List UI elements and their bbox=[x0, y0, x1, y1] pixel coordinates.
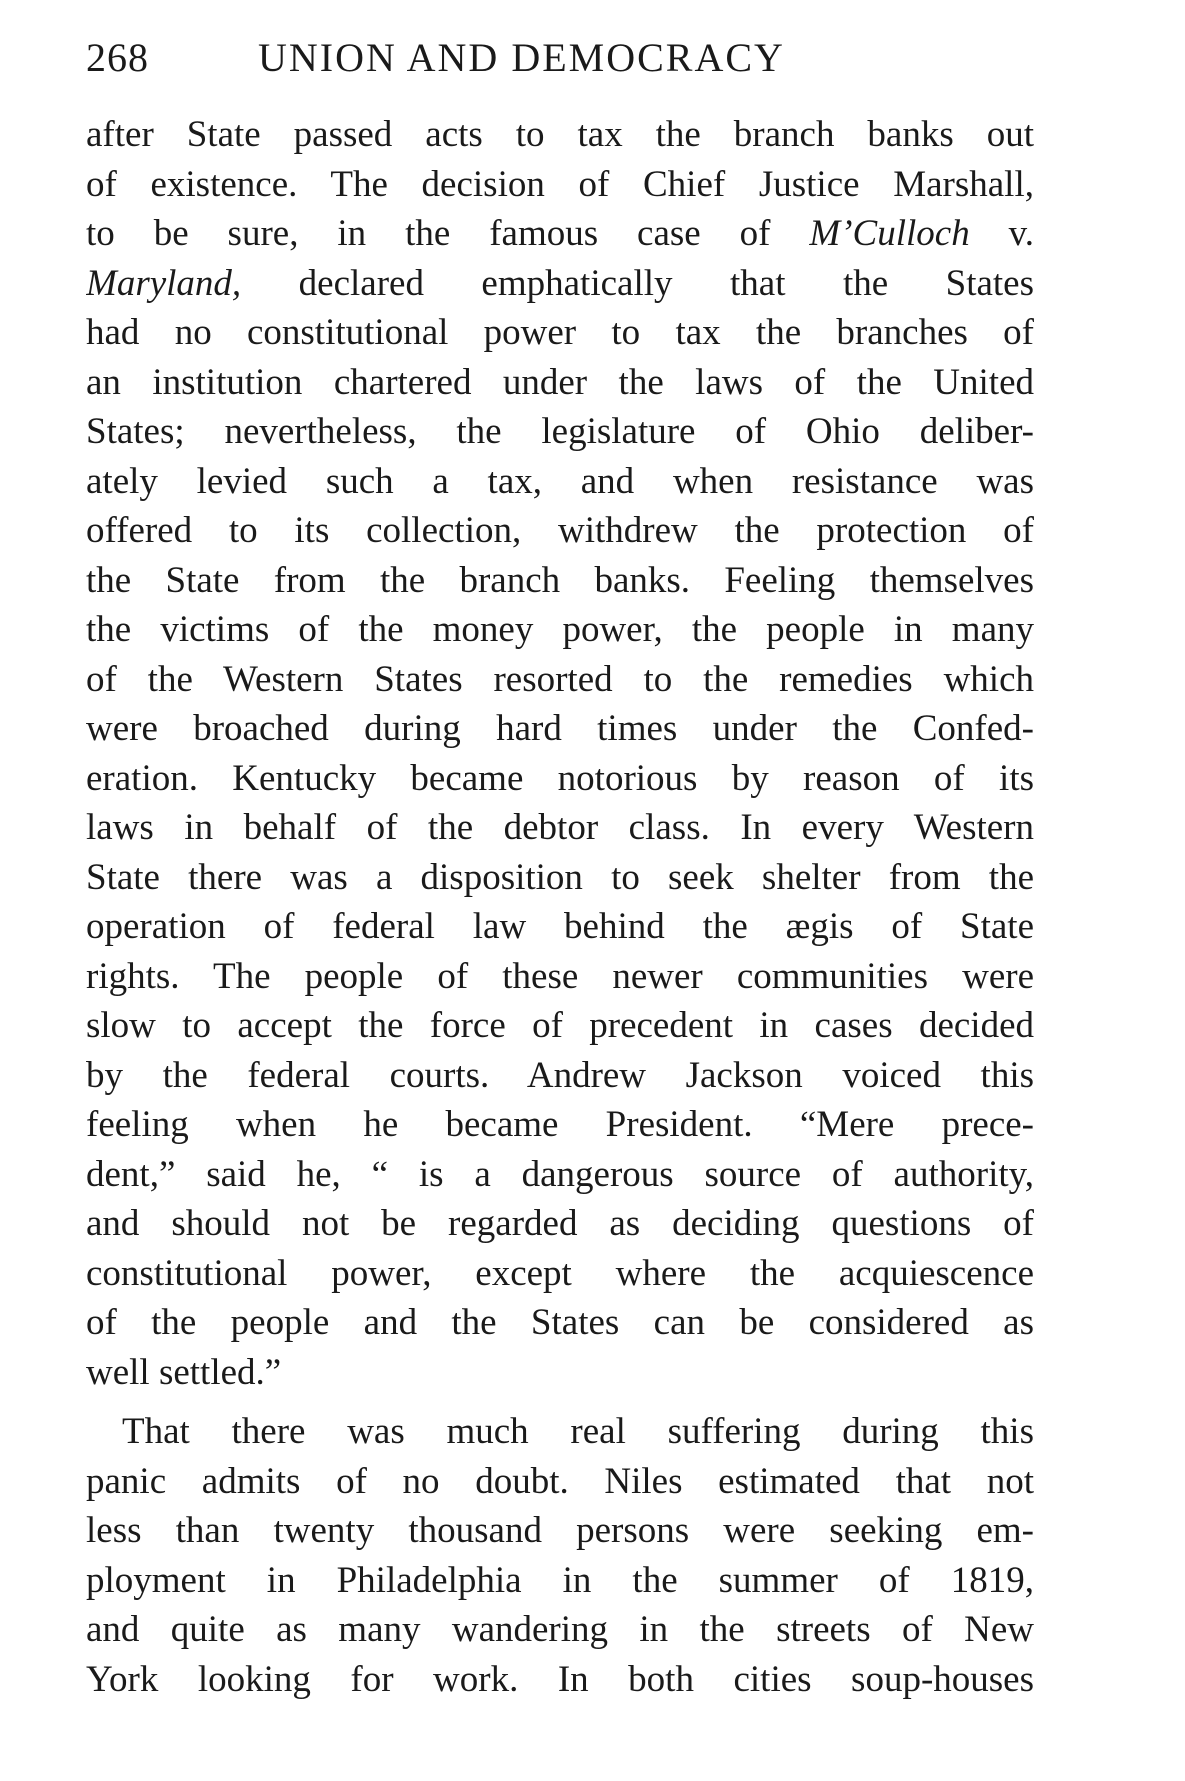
text-line: panic admits of no doubt. Niles estimated that not bbox=[86, 1460, 1034, 1502]
text-line: feeling when he became President. “Mere prece- bbox=[86, 1104, 1034, 1145]
paragraph-gap bbox=[86, 1397, 1034, 1407]
text-line: York looking for work. In both cities soup-houses bbox=[86, 1658, 1034, 1700]
text-line: well settled.” bbox=[86, 1351, 282, 1393]
text-line: and quite as many wandering in the streets of New bbox=[86, 1609, 1034, 1650]
text-line: the State from the branch banks. Feeling themselves bbox=[86, 559, 1034, 601]
text-line: State there was a disposition to seek shelter from the bbox=[86, 856, 1034, 898]
text-line: of the Western States resorted to the remedies which bbox=[86, 658, 1034, 700]
case-name-defendant: Maryland, bbox=[86, 262, 242, 304]
case-versus: v. bbox=[1008, 213, 1034, 254]
running-title: UNION AND DEMOCRACY bbox=[258, 35, 785, 80]
text-fragment: to be sure, in the famous case of bbox=[86, 213, 771, 254]
case-name-plaintiff: M’Culloch bbox=[809, 213, 970, 254]
text-line: offered to its collection, withdrew the protection of bbox=[86, 510, 1034, 551]
text-line: by the federal courts. Andrew Jackson voiced this bbox=[86, 1054, 1034, 1096]
text-line-with-case-name bbox=[86, 209, 1034, 259]
paragraph-2 bbox=[86, 1407, 1034, 1704]
paragraph-1 bbox=[86, 110, 1034, 1397]
text-line: of the people and the States can be considered as bbox=[86, 1302, 1034, 1343]
text-line: were broached during hard times under the Confed- bbox=[86, 708, 1034, 749]
text-line: laws in behalf of the debtor class. In every Western bbox=[86, 807, 1034, 848]
page-number: 268 bbox=[86, 35, 149, 80]
text-line: rights. The people of these newer communities were bbox=[86, 955, 1034, 997]
body-text bbox=[86, 110, 1034, 1704]
text-line: That there was much real suffering during this bbox=[122, 1411, 1034, 1452]
text-line: ately levied such a tax, and when resistance was bbox=[86, 460, 1034, 502]
text-line: after State passed acts to tax the branch banks out bbox=[86, 114, 1034, 155]
text-line: States; nevertheless, the legislature of Ohio deliber- bbox=[86, 411, 1034, 452]
text-line: eration. Kentucky became notorious by reason of its bbox=[86, 757, 1034, 799]
text-fragment: declared emphatically that the States bbox=[298, 262, 1034, 304]
text-line: had no constitutional power to tax the branches of bbox=[86, 312, 1034, 353]
text-line: operation of federal law behind the ægis of State bbox=[86, 906, 1034, 947]
running-head bbox=[86, 32, 1046, 84]
text-line: slow to accept the force of precedent in cases decided bbox=[86, 1005, 1034, 1046]
text-line-with-case-name bbox=[86, 259, 1034, 309]
text-line: of existence. The decision of Chief Justice Marshall, bbox=[86, 163, 1034, 205]
text-line: less than twenty thousand persons were seeking em- bbox=[86, 1510, 1034, 1551]
text-line: an institution chartered under the laws of the United bbox=[86, 361, 1034, 403]
text-line: dent,” said he, “ is a dangerous source of authority, bbox=[86, 1153, 1034, 1195]
text-line: the victims of the money power, the people in many bbox=[86, 609, 1034, 650]
text-line: ployment in Philadelphia in the summer of 1819, bbox=[86, 1559, 1034, 1601]
text-line: and should not be regarded as deciding questions of bbox=[86, 1203, 1034, 1244]
text-line: constitutional power, except where the acquiescence bbox=[86, 1252, 1034, 1294]
